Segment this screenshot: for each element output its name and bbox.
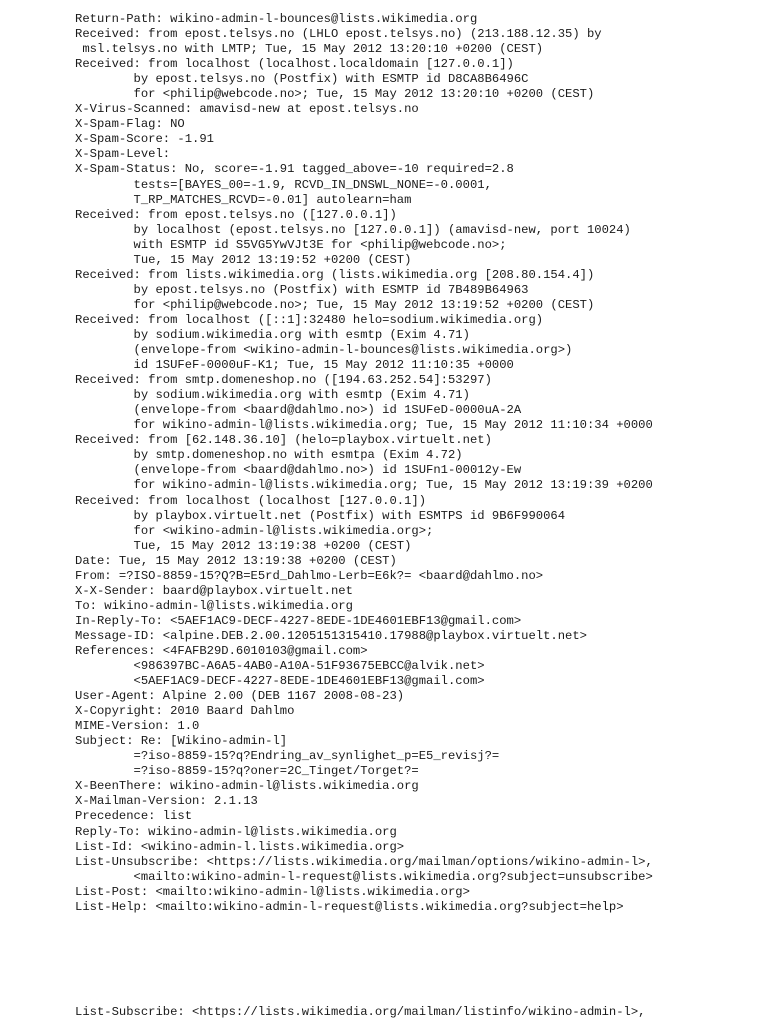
header-line: X-Mailman-Version: 2.1.13 xyxy=(75,794,258,809)
header-line: To: wikino-admin-l@lists.wikimedia.org xyxy=(75,598,353,613)
header-line: In-Reply-To: <5AEF1AC9-DECF-4227-8EDE-1DE4601EBF13@gmail.com> xyxy=(75,613,522,628)
header-line: <mailto:wikino-admin-l-request@lists.wikimedia.org?subject=unsubscribe> xyxy=(75,869,653,884)
header-line: by sodium.wikimedia.org with esmtp (Exim 4.71) xyxy=(75,388,470,403)
header-line: Message-ID: <alpine.DEB.2.00.1205151315410.17988@playbox.virtuelt.net> xyxy=(75,628,587,643)
header-line: by playbox.virtuelt.net (Postfix) with ESMTPS id 9B6F990064 xyxy=(75,508,566,523)
header-line: List-Help: <mailto:wikino-admin-l-request@lists.wikimedia.org?subject=help> xyxy=(75,899,624,914)
header-line: X-Virus-Scanned: amavisd-new at epost.telsys.no xyxy=(75,102,419,117)
header-line: <986397BC-A6A5-4AB0-A10A-51F93675EBCC@alvik.net> xyxy=(75,659,485,674)
header-line: by epost.telsys.no (Postfix) with ESMTP id D8CA8B6496C xyxy=(75,72,529,87)
header-line: Received: from lists.wikimedia.org (lists.wikimedia.org [208.80.154.4]) xyxy=(75,267,595,282)
header-line: with ESMTP id S5VG5YwVJt3E for <philip@webcode.no>; xyxy=(75,237,507,252)
header-line: Date: Tue, 15 May 2012 13:19:38 +0200 (CEST) xyxy=(75,553,397,568)
header-line: References: <4FAFB29D.6010103@gmail.com> xyxy=(75,643,368,658)
header-line: X-Spam-Level: xyxy=(75,147,171,162)
header-line: Received: from localhost ([::1]:32480 helo=sodium.wikimedia.org) xyxy=(75,312,544,327)
header-line: User-Agent: Alpine 2.00 (DEB 1167 2008-08-23) xyxy=(75,689,405,704)
header-line: for <philip@webcode.no>; Tue, 15 May 2012 13:20:10 +0200 (CEST) xyxy=(75,87,595,102)
header-line: by smtp.domeneshop.no with esmtpa (Exim 4.72) xyxy=(75,448,463,463)
header-line: X-BeenThere: wikino-admin-l@lists.wikimedia.org xyxy=(75,779,419,794)
header-line: msl.telsys.no with LMTP; Tue, 15 May 2012 13:20:10 +0200 (CEST) xyxy=(75,42,544,57)
list-subscribe-line: List-Subscribe: <https://lists.wikimedia.org/mailman/listinfo/wikino-admin-l>, xyxy=(75,1005,646,1019)
header-line: Subject: Re: [Wikino-admin-l] xyxy=(75,734,288,749)
header-line: for <philip@webcode.no>; Tue, 15 May 2012 13:19:52 +0200 (CEST) xyxy=(75,297,595,312)
header-line: List-Unsubscribe: <https://lists.wikimedia.org/mailman/options/wikino-admin-l>, xyxy=(75,854,653,869)
header-line: (envelope-from <wikino-admin-l-bounces@lists.wikimedia.org>) xyxy=(75,343,573,358)
header-line: for wikino-admin-l@lists.wikimedia.org; Tue, 15 May 2012 13:19:39 +0200 xyxy=(75,478,653,493)
header-line: Received: from epost.telsys.no ([127.0.0.1]) xyxy=(75,207,397,222)
header-line: id 1SUFeF-0000uF-K1; Tue, 15 May 2012 11:10:35 +0000 xyxy=(75,358,514,373)
header-line: Received: from smtp.domeneshop.no ([194.63.252.54]:53297) xyxy=(75,373,492,388)
header-line: List-Post: <mailto:wikino-admin-l@lists.wikimedia.org> xyxy=(75,884,470,899)
header-line: Return-Path: wikino-admin-l-bounces@lists.wikimedia.org xyxy=(75,12,478,26)
header-line: Precedence: list xyxy=(75,809,193,824)
header-line: Reply-To: wikino-admin-l@lists.wikimedia.org xyxy=(75,824,397,839)
header-line: <5AEF1AC9-DECF-4227-8EDE-1DE4601EBF13@gmail.com> xyxy=(75,674,485,689)
header-line: Tue, 15 May 2012 13:19:52 +0200 (CEST) xyxy=(75,252,412,267)
header-line: by sodium.wikimedia.org with esmtp (Exim 4.71) xyxy=(75,327,470,342)
email-header-block xyxy=(75,12,765,915)
header-line: Received: from localhost (localhost [127.0.0.1]) xyxy=(75,493,427,508)
header-line: X-Spam-Status: No, score=-1.91 tagged_above=-10 required=2.8 xyxy=(75,162,514,177)
header-line: Tue, 15 May 2012 13:19:38 +0200 (CEST) xyxy=(75,538,412,553)
header-line: X-Copyright: 2010 Baard Dahlmo xyxy=(75,704,295,719)
header-line: tests=[BAYES_00=-1.9, RCVD_IN_DNSWL_NONE=-0.0001, xyxy=(75,177,492,192)
header-line: by localhost (epost.telsys.no [127.0.0.1]) (amavisd-new, port 10024) xyxy=(75,222,631,237)
header-line: T_RP_MATCHES_RCVD=-0.01] autolearn=ham xyxy=(75,192,412,207)
header-line: List-Id: <wikino-admin-l.lists.wikimedia.org> xyxy=(75,839,405,854)
header-line: X-X-Sender: baard@playbox.virtuelt.net xyxy=(75,583,353,598)
header-line: for wikino-admin-l@lists.wikimedia.org; Tue, 15 May 2012 11:10:34 +0000 xyxy=(75,418,653,433)
header-line: Received: from [62.148.36.10] (helo=playbox.virtuelt.net) xyxy=(75,433,492,448)
header-line: (envelope-from <baard@dahlmo.no>) id 1SUFn1-00012y-Ew xyxy=(75,463,522,478)
header-line: Received: from epost.telsys.no (LHLO epost.telsys.no) (213.188.12.35) by xyxy=(75,27,602,42)
header-line: (envelope-from <baard@dahlmo.no>) id 1SUFeD-0000uA-2A xyxy=(75,403,522,418)
header-line: X-Spam-Flag: NO xyxy=(75,117,185,132)
header-line: for <wikino-admin-l@lists.wikimedia.org>; xyxy=(75,523,434,538)
header-line: From: =?ISO-8859-15?Q?B=E5rd_Dahlmo-Lerb=E6k?= <baard@dahlmo.no> xyxy=(75,568,544,583)
header-line: X-Spam-Score: -1.91 xyxy=(75,132,214,147)
header-line: =?iso-8859-15?q?Endring_av_synlighet_p=E5_revisj?= xyxy=(75,749,500,764)
header-line: by epost.telsys.no (Postfix) with ESMTP id 7B489B64963 xyxy=(75,282,529,297)
header-line: MIME-Version: 1.0 xyxy=(75,719,200,734)
header-line: =?iso-8859-15?q?oner=2C_Tinget/Torget?= xyxy=(75,764,419,779)
header-line: Received: from localhost (localhost.localdomain [127.0.0.1]) xyxy=(75,57,514,72)
